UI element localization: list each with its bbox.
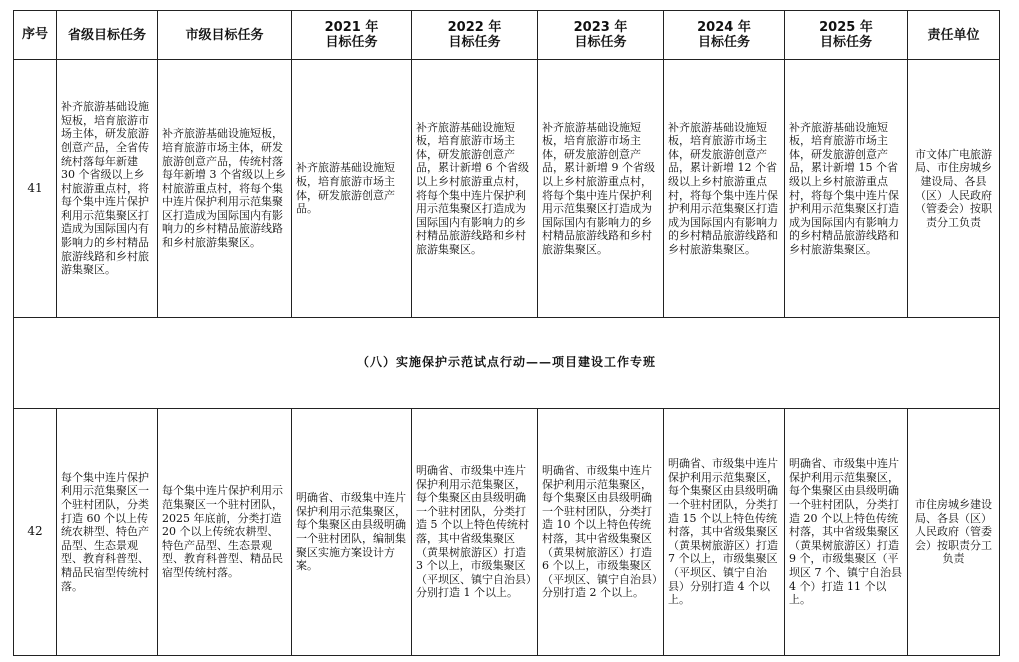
cell-2021: 补齐旅游基础设施短板，培育旅游市场主体，研发旅游创意产品。 (292, 60, 412, 318)
cell-unit: 市住房城乡建设局、各县（区）人民政府（管委会）按职责分工负责 (908, 409, 1000, 656)
header-seq: 序号 (14, 11, 57, 60)
task-table (13, 10, 1000, 656)
header-2024: 2024 年 目标任务 (664, 11, 785, 60)
header-row (14, 11, 1000, 60)
header-2023: 2023 年 目标任务 (538, 11, 664, 60)
header-2022: 2022 年 目标任务 (412, 11, 538, 60)
section-row (14, 318, 1000, 409)
section-title: （八）实施保护示范试点行动——项目建设工作专班 (14, 318, 1000, 409)
cell-2023: 补齐旅游基础设施短板，培育旅游市场主体，研发旅游创意产品，累计新增 9 个省级以上乡村旅游重点村，将每个集中连片保护利用示范集聚区打造成为国际国内有影响力的乡村精品旅游线路和乡村旅游集聚区。 (538, 60, 664, 318)
row-seq: 42 (14, 409, 57, 656)
cell-2024: 明确省、市级集中连片保护利用示范集聚区，每个集聚区由县级明确一个驻村团队，分类打造 15 个以上特色传统村落，其中省级集聚区（黄果树旅游区）打造 7 个以上，市级集聚区（平坝区、镇宁自治县）分别打造 4 个以上。 (664, 409, 785, 656)
header-2021: 2021 年 目标任务 (292, 11, 412, 60)
cell-unit: 市文体广电旅游局、市住房城乡建设局、各县（区）人民政府（管委会）按职责分工负责 (908, 60, 1000, 318)
row-seq: 41 (14, 60, 57, 318)
cell-2025: 补齐旅游基础设施短板，培育旅游市场主体，研发旅游创意产品，累计新增 15 个省级以上乡村旅游重点村，将每个集中连片保护利用示范集聚区打造成为国际国内有影响力的乡村精品旅游线路和乡村旅游集聚区。 (785, 60, 908, 318)
cell-city: 每个集中连片保护利用示范集聚区一个驻村团队，2025 年底前，分类打造 20 个以上传统农耕型、特色产品型、生态景观型、教育科普型、精品民宿型传统村落。 (158, 409, 292, 656)
cell-2025: 明确省、市级集中连片保护利用示范集聚区，每个集聚区由县级明确一个驻村团队，分类打造 20 个以上特色传统村落，其中省级集聚区（黄果树旅游区）打造 9 个，市级集聚区（平坝区 7 个、镇宁自治县 4 个）打造 11 个以上。 (785, 409, 908, 656)
cell-2024: 补齐旅游基础设施短板，培育旅游市场主体，研发旅游创意产品，累计新增 12 个省级以上乡村旅游重点村，将每个集中连片保护利用示范集聚区打造成为国际国内有影响力的乡村精品旅游线路和乡村旅游集聚区。 (664, 60, 785, 318)
cell-province: 每个集中连片保护利用示范集聚区一个驻村团队，分类打造 60 个以上传统农耕型、特色产品型、生态景观型、教育科普型、精品民宿型传统村落。 (57, 409, 158, 656)
header-unit: 责任单位 (908, 11, 1000, 60)
table-row (14, 60, 1000, 318)
header-province: 省级目标任务 (57, 11, 158, 60)
cell-2022: 补齐旅游基础设施短板，培育旅游市场主体，研发旅游创意产品，累计新增 6 个省级以上乡村旅游重点村，将每个集中连片保护利用示范集聚区打造成为国际国内有影响力的乡村精品旅游线路和乡村旅游集聚区。 (412, 60, 538, 318)
cell-2023: 明确省、市级集中连片保护利用示范集聚区，每个集聚区由县级明确一个驻村团队，分类打造 10 个以上特色传统村落，其中省级集聚区（黄果树旅游区）打造 6 个以上，市级集聚区（平坝区、镇宁自治县）分别打造 2 个以上。 (538, 409, 664, 656)
cell-province: 补齐旅游基础设施短板，培育旅游市场主体，研发旅游创意产品，全省传统村落每年新建 30 个省级以上乡村旅游重点村，将每个集中连片保护利用示范集聚区打造成为国际国内有影响力的乡村精品旅游线路和乡村旅游集聚区。 (57, 60, 158, 318)
cell-2022: 明确省、市级集中连片保护利用示范集聚区，每个集聚区由县级明确一个驻村团队，分类打造 5 个以上特色传统村落，其中省级集聚区（黄果树旅游区）打造 3 个以上，市级集聚区（平坝区、镇宁自治县）分别打造 1 个以上。 (412, 409, 538, 656)
header-2025: 2025 年 目标任务 (785, 11, 908, 60)
table-row (14, 409, 1000, 656)
cell-city: 补齐旅游基础设施短板，培育旅游市场主体，研发旅游创意产品，传统村落每年新增 3 个省级以上乡村旅游重点村，将每个集中连片保护利用示范集聚区打造成为国际国内有影响力的乡村精品旅游线路和乡村旅游集聚区。 (158, 60, 292, 318)
cell-2021: 明确省、市级集中连片保护利用示范集聚区，每个集聚区由县级明确一个驻村团队，编制集聚区实施方案设计方案。 (292, 409, 412, 656)
header-city: 市级目标任务 (158, 11, 292, 60)
